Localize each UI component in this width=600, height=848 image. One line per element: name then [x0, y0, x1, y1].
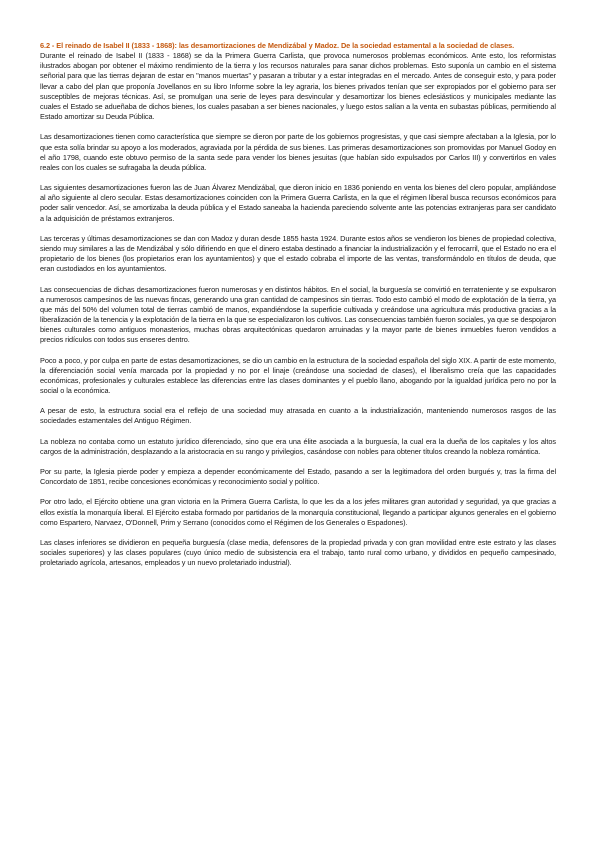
paragraph-11: Las clases inferiores se dividieron en pequeña burguesía (clase media, defensores de la propiedad privada y con gran movilidad entre este estrato y las clases sociales superiores) y las clases populares (cuyo único medio de subsistencia era el trabajo, tanto rural como urbano, y divididos en pequeño campesinado, proletariado agrícola, artesanos, empleados y un nuevo proletariado industrial).: [40, 538, 556, 568]
paragraph-4: Las terceras y últimas desamortizaciones se dan con Madoz y duran desde 1855 hasta 1924. Durante estos años se vendieron los bienes de propiedad colectiva, siendo muy similares a las de Mendizábal y sólo difiriendo en que el dinero estaba destinado a financiar la industrialización y el ferrocarril, que el Estado no era el propietario de los bienes (los propietarios eran los ayuntamientos) y que el estado cobraba el importe de las ventas, transformándolo en títulos de deuda, que eran custodiados en los ayuntamientos.: [40, 233, 556, 274]
paragraph-1: Durante el reinado de Isabel II (1833 - 1868) se da la Primera Guerra Carlista, que provoca numerosos problemas económicos. Ante esto, los reformistas ilustrados abogan por obtener el máximo rendimiento de la tierra y los recursos naturales para sanar dichos problemas. Esto suponía un cambio en el sistema señorial para que las tierras dejaran de estar en "manos muertas" y pasaran a tributar y a estar integradas en el mercado. Antes de conseguir esto, y para poder llevar a cabo del plan que proponía Jovellanos en su libro Informe sobre la ley agraria, los bienes privados tenían que ser expropiados por el gobierno para ser susceptibles de mejoras técnicas. Así, se promulgan una serie de leyes para desvincular y desamortizar los bienes eclesiásticos y municipales mediante las cuales el Estado se adueñaba de dichos bienes, los cuales pasaban a ser bienes nacionales, y luego estos salían a la venta en subastas públicas, permitiendo al Estado amortizar su Deuda Pública.: [40, 51, 556, 122]
paragraph-5: Las consecuencias de dichas desamortizaciones fueron numerosas y en distintos hábitos. En el social, la burguesía se convirtió en terrateniente y se expulsaron a numerosos campesinos de las nuevas fincas, generando una gran cantidad de campesinos sin tierras. Todo esto cambió el modo de explotación de la tierra, ya que más del 50% del volumen total de tierras cambió de manos, expandiéndose la superficie cultivada y creándose una agricultura más productiva gracias a la liberalización de la tenencia y la explotación de la tierra en la que se especializaron los cultivos. Las consecuencias también fueron sociales, ya que se despojaron bienes culturales como antiguos monasterios, muchas obras arquitectónicas quedaron arruinadas y la mayor parte de bienes inmuebles fueron vendidos a precios ridículos con todos sus enseres dentro.: [40, 284, 556, 345]
paragraph-2: Las desamortizaciones tienen como característica que siempre se dieron por parte de los gobiernos progresistas, y que casi siempre afectaban a la Iglesia, por lo que esta solía brindar su apoyo a los moderados, agraviada por la pérdida de sus bienes. Las primeras desamortizaciones son promovidas por Manuel Godoy en el año 1798, cuando este obtuvo permiso de la santa sede para vender los bienes jesuitas (que habían sido expulsados por Carlos III) y convertirlos en vales reales con los cuales se sufragaba la deuda pública.: [40, 132, 556, 172]
paragraph-3: Las siguientes desamortizaciones fueron las de Juan Álvarez Mendizábal, que dieron inicio en 1836 poniendo en venta los bienes del clero popular, ampliándose al año siguiente al clero secular. Estas desamortizaciones coinciden con la Primera Guerra Carlista, en la que el régimen liberal busca recursos económicos para poder salir vencedor. Así, se amortizaba la deuda pública y el Estado saneaba la hacienda pareciendo solvente ante las potencias extranjeras para ser candidato a la adquisición de préstamos extranjeros.: [40, 183, 556, 223]
paragraph-9: Por su parte, la Iglesia pierde poder y empieza a depender económicamente del Estado, pasando a ser la legitimadora del orden burgués y, tras la firma del Concordato de 1851, recibe concesiones económicas y reconocimiento social y político.: [40, 467, 556, 487]
paragraph-6: Poco a poco, y por culpa en parte de estas desamortizaciones, se dio un cambio en la estructura de la sociedad española del siglo XIX. A partir de este momento, la diferenciación social venía marcada por la propiedad y no por el linaje (creándose una sociedad de clases), el liberalismo creía que las capacidades económicas, profesionales y culturales establece las diferencias entre las clases dominantes y el pueblo llano, abogando por la igualdad jurídica pero no por la social o la económica.: [40, 355, 556, 395]
document-page: [40, 41, 556, 579]
paragraph-10: Por otro lado, el Ejército obtiene una gran victoria en la Primera Guerra Carlista, lo que les da a los jefes militares gran autoridad y seguridad, ya que gracias a ellos existía la monarquía liberal. El Ejército estaba formado por partidarios de la monarquía constitucional, llegando a participar algunos generales en el gobierno como Espartero, Narvaez, O'Donnell, Prim y Serrano (conocidos como el Régimen de los Generales o Espadones).: [40, 497, 556, 527]
section-title: 6.2 - El reinado de Isabel II (1833 - 1868): las desamortizaciones de Mendizábal y Madoz. De la sociedad estamental a la sociedad de clases.: [40, 41, 515, 50]
paragraph-7: A pesar de esto, la estructura social era el reflejo de una sociedad muy atrasada en cuanto a la industrialización, manteniendo numerosos rasgos de las sociedades estamentales del Antiguo Régimen.: [40, 406, 556, 426]
paragraph-8: La nobleza no contaba como un estatuto jurídico diferenciado, sino que era una élite asociada a la burguesía, la cual era la dueña de los capitales y los altos cargos de la administración, desplazando a la aristocracia en su rango y privilegios, casándose con nobles para obtener títulos creando la nobleza romántica.: [40, 436, 556, 456]
